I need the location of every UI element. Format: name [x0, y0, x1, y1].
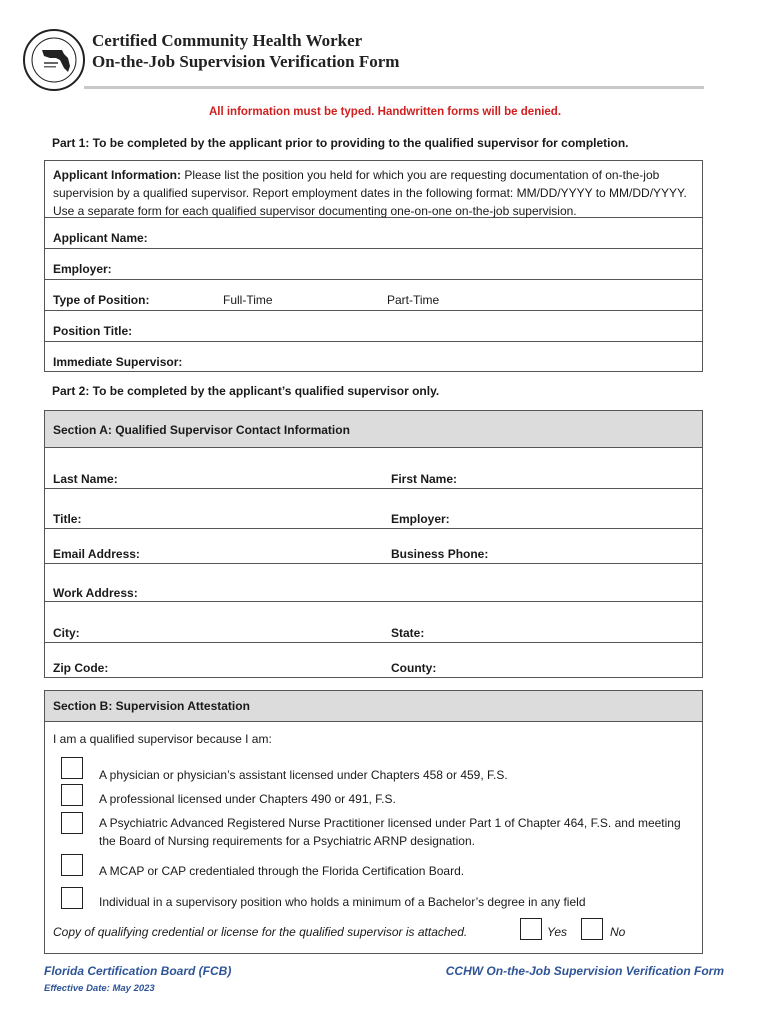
- option-psychiatric-arnp: A Psychiatric Advanced Registered Nurse Practitioner licensed under Part 1 of Chapter 464, F.S. and meeting the Board of Nursing requirements for a Psychiatric ARNP designation.: [99, 816, 681, 848]
- footer-organization: Florida Certification Board (FCB): [44, 964, 232, 978]
- title-field[interactable]: Title:: [53, 512, 82, 526]
- row-divider: [45, 528, 702, 529]
- checkbox-physician[interactable]: [61, 757, 83, 779]
- checkbox-bachelors[interactable]: [61, 887, 83, 909]
- intro-bold-label: Applicant Information:: [53, 168, 181, 182]
- applicant-information-table: [44, 160, 703, 372]
- section-b-title: Section B: Supervision Attestation: [45, 691, 702, 722]
- fcb-seal-logo: [22, 28, 86, 92]
- checkbox-psychiatric-arnp[interactable]: [61, 812, 83, 834]
- intro-text: Please list the position you held for which you are requesting documentation of on-the-job supervision by a qualified supervisor. Report employment dates in the following format: MM/DD/YYYY to MM/DD/YYYY. Use a separate form for each qualified supervisor documenting one-on-one on-the-job supervision.: [53, 168, 687, 218]
- row-divider: [45, 642, 702, 643]
- section-a-table: [44, 410, 703, 678]
- option-mcap-cap: A MCAP or CAP credentialed through the Florida Certification Board.: [99, 864, 465, 878]
- header-divider: [84, 86, 704, 89]
- position-title-field[interactable]: [45, 311, 702, 342]
- part2-heading: Part 2: To be completed by the applicant’s qualified supervisor only.: [52, 384, 440, 398]
- footer-form-name: CCHW On-the-Job Supervision Verification Form: [445, 964, 724, 978]
- no-label: No: [610, 925, 626, 939]
- full-time-option[interactable]: Full-Time: [223, 293, 273, 307]
- row-divider: [45, 563, 702, 564]
- row-divider: [45, 601, 702, 602]
- immediate-supervisor-field[interactable]: [45, 342, 702, 373]
- immediate-supervisor-label: Immediate Supervisor:: [53, 355, 183, 369]
- footer-effective-date: Effective Date: May 2023: [44, 983, 155, 994]
- page-title: [92, 30, 399, 72]
- last-name-field[interactable]: Last Name:: [53, 472, 118, 486]
- qualified-intro: I am a qualified supervisor because I am:: [53, 732, 272, 746]
- option-physician: A physician or physician’s assistant licensed under Chapters 458 or 459, F.S.: [99, 768, 508, 782]
- part-time-option[interactable]: Part-Time: [387, 293, 440, 307]
- checkbox-mcap-cap[interactable]: [61, 854, 83, 876]
- business-phone-field[interactable]: Business Phone:: [391, 547, 489, 561]
- title-line-2: On-the-Job Supervision Verification Form: [92, 52, 400, 71]
- checkbox-no[interactable]: [581, 918, 603, 940]
- checkbox-yes[interactable]: [520, 918, 542, 940]
- row-divider: [45, 488, 702, 489]
- work-address-field[interactable]: Work Address:: [53, 586, 138, 600]
- position-title-label: Position Title:: [53, 324, 133, 338]
- option-professional: A professional licensed under Chapters 490 or 491, F.S.: [99, 792, 396, 806]
- part1-heading: Part 1: To be completed by the applicant prior to providing to the qualified supervisor for completion.: [52, 136, 629, 150]
- checkbox-professional[interactable]: [61, 784, 83, 806]
- yes-label: Yes: [547, 925, 568, 939]
- supervisor-employer-field[interactable]: Employer:: [391, 512, 450, 526]
- section-a-title: Section A: Qualified Supervisor Contact Information: [45, 411, 702, 448]
- credential-attached-question: Copy of qualifying credential or license for the qualified supervisor is attached.: [53, 925, 468, 939]
- applicant-info-intro: [45, 161, 702, 218]
- title-line-1: Certified Community Health Worker: [92, 31, 363, 50]
- email-address-field[interactable]: Email Address:: [53, 547, 140, 561]
- first-name-field[interactable]: First Name:: [391, 472, 458, 486]
- employer-field[interactable]: [45, 249, 702, 280]
- type-of-position-label: Type of Position:: [53, 293, 150, 307]
- typed-notice: All information must be typed. Handwritten forms will be denied.: [208, 106, 562, 118]
- city-field[interactable]: City:: [53, 626, 80, 640]
- county-field[interactable]: County:: [391, 661, 437, 675]
- option-bachelors: Individual in a supervisory position who holds a minimum of a Bachelor’s degree in any field: [99, 895, 586, 909]
- applicant-name-field[interactable]: [45, 218, 702, 249]
- state-field[interactable]: State:: [391, 626, 425, 640]
- employer-label: Employer:: [53, 262, 112, 276]
- section-b-table: [44, 690, 703, 954]
- applicant-name-label: Applicant Name:: [53, 231, 148, 245]
- zip-code-field[interactable]: Zip Code:: [53, 661, 109, 675]
- type-of-position-field: [45, 280, 702, 311]
